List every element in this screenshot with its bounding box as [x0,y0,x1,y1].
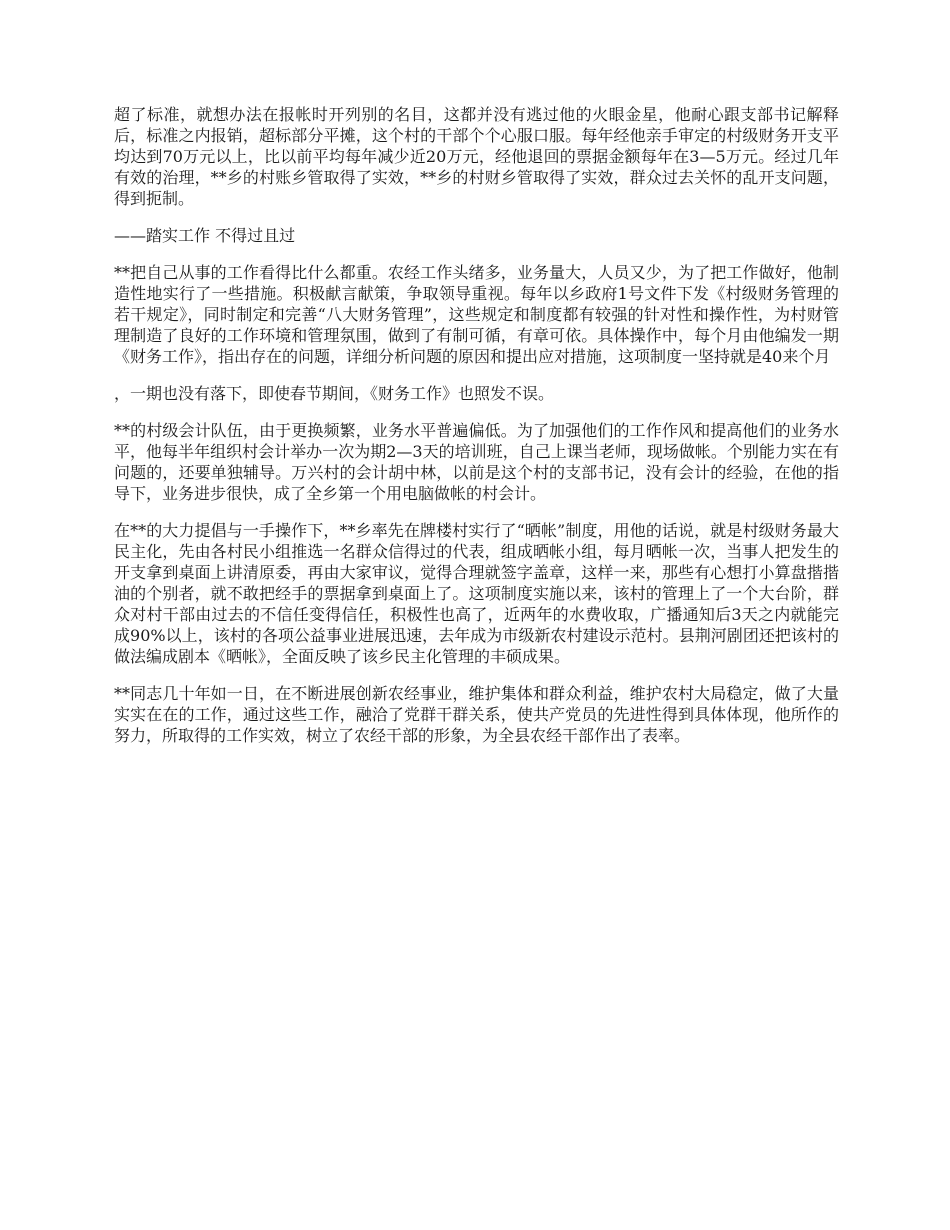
paragraph-6: **同志几十年如一日，在不断进展创新农经事业，维护集体和群众利益，维护农村大局稳定，做了大量实实在在的工作，通过这些工作，融洽了党群干群关系，使共产党员的先进性得到具体体现，他所作的努力，所取得的工作实效，树立了农经干部的形象，为全县农经干部作出了表率。 [114,684,839,745]
paragraph-1: 超了标准，就想办法在报帐时开列别的名目，这都并没有逃过他的火眼金星，他耐心跟支部书记解释后，标准之内报销，超标部分平摊，这个村的干部个个心服口服。每年经他亲手审定的村级财务开支平均达到70万元以上，比以前平均每年减少近20万元，经他退回的票据金额每年在3—5万元。经过几年有效的治理，**乡的村账乡管取得了实效，**乡的村财乡管取得了实效，群众过去关怀的乱开支问题，得到扼制。 [114,105,839,208]
document-page [114,104,839,762]
paragraph-3: ，一期也没有落下，即使春节期间，《财务工作》也照发不误。 [114,384,555,403]
paragraph-2: **把自己从事的工作看得比什么都重。农经工作头绪多，业务量大，人员又少，为了把工作做好，他制造性地实行了一些措施。积极献言献策，争取领导重视。每年以乡政府1号文件下发《村级财务管理的若干规定》，同时制定和完善“八大财务管理”，这些规定和制度都有较强的针对性和操作性，为村财管理制造了良好的工作环境和管理氛围，做到了有制可循，有章可依。具体操作中，每个月由他编发一期《财务工作》，指出存在的问题，详细分析问题的原因和提出应对措施，这项制度一坚持就是40来个月 [114,263,839,366]
paragraph-5: 在**的大力提倡与一手操作下，**乡率先在牌楼村实行了“晒帐”制度，用他的话说，就是村级财务最大民主化，先由各村民小组推选一名群众信得过的代表，组成晒帐小组，每月晒帐一次，当事人把发生的开支拿到桌面上讲清原委，再由大家审议，觉得合理就签字盖章，这样一来，那些有心想打小算盘揩揩油的个别者，就不敢把经手的票据拿到桌面上了。这项制度实施以来，该村的管理上了一个大台阶，群众对村干部由过去的不信任变得信任，积极性也高了，近两年的水费收取，广播通知后3天之内就能完成90%以上，该村的各项公益事业进展迅速，去年成为市级新农村建设示范村。县荆河剧团还把该村的做法编成剧本《晒帐》，全面反映了该乡民主化管理的丰硕成果。 [114,521,839,666]
section-heading: ——踏实工作 不得过且过 [114,226,296,245]
paragraph-4: **的村级会计队伍，由于更换频繁，业务水平普遍偏低。为了加强他们的工作作风和提高他们的业务水平，他每半年组织村会计举办一次为期2—3天的培训班，自己上课当老师，现场做帐。个别能力实在有问题的，还要单独辅导。万兴村的会计胡中林，以前是这个村的支部书记，没有会计的经验，在他的指导下，业务进步很快，成了全乡第一个用电脑做帐的村会计。 [114,421,839,503]
